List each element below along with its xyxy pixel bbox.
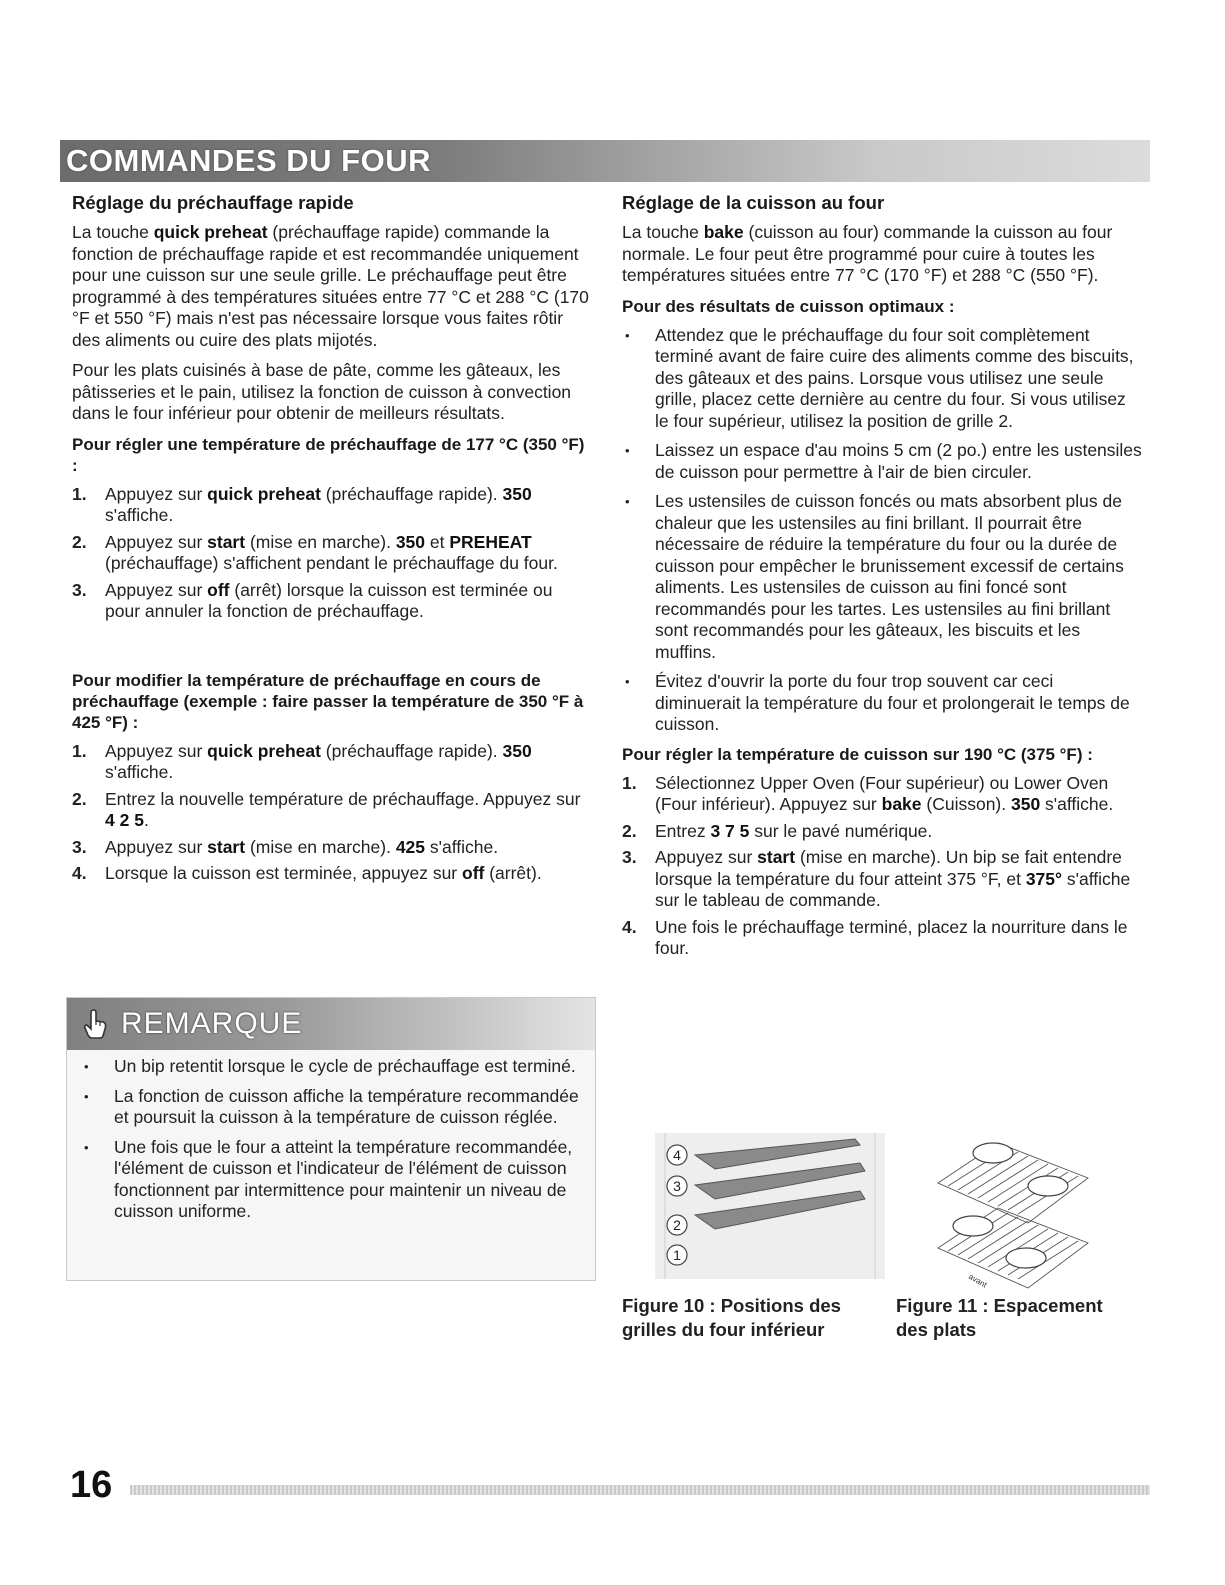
- text-run: La touche: [622, 222, 704, 242]
- figure-11-caption-line1: Figure 11 : Espacement: [896, 1295, 1103, 1316]
- bold-term: 3 7 5: [710, 820, 750, 841]
- optimal-results-subtitle: Pour des résultats de cuisson optimaux :: [622, 296, 955, 316]
- bold-term: 350: [502, 740, 532, 761]
- step-number: 2.: [72, 531, 87, 552]
- step-item: [72, 789, 592, 832]
- text-run: .: [143, 810, 149, 830]
- step-item: [72, 580, 592, 623]
- set-preheat-steps: [72, 484, 592, 623]
- text-run: s'affiche sur le tableau de commande.: [655, 868, 1131, 910]
- step-item: [72, 741, 592, 784]
- bold-term: bake: [881, 794, 922, 814]
- step-item: [622, 773, 1142, 816]
- figure-10-caption-line1: Figure 10 : Positions des: [622, 1295, 841, 1316]
- list-item: • Les ustensiles de cuisson foncés ou mats absorbent plus de chaleur que les ustensiles au fini brillant. Il pourrait être nécessaire de réduire la température du four ou la durée de cuisson pour empêcher le brunissement excessif de certains aliments. Les ustensiles de cuisson au fini foncé sont recommandés pour les tartes. Les ustensiles au fini brillant sont recommandés pour les gâteaux, les biscuits et les muffins.: [622, 491, 1142, 663]
- text-run: Appuyez sur: [105, 579, 208, 600]
- rack-label-1: 1: [673, 1247, 681, 1263]
- text-run: Appuyez sur: [105, 836, 208, 857]
- text-run: et: [425, 531, 450, 552]
- list-item: • Un bip retentit lorsque le cycle de préchauffage est terminé.: [81, 1056, 581, 1078]
- bold-term: start: [207, 836, 246, 857]
- step-item: [72, 484, 592, 527]
- text-run: Appuyez sur: [105, 740, 208, 761]
- figure-10-caption-line2: grilles du four inférieur: [622, 1319, 825, 1340]
- text-run: La touche: [72, 222, 154, 242]
- bake-title: Réglage de la cuisson au four: [622, 192, 885, 213]
- rack-label-3: 3: [673, 1178, 681, 1194]
- bold-term: start: [757, 847, 796, 867]
- rack-label-2: 2: [673, 1217, 681, 1233]
- quick-preheat-pastry-note: Pour les plats cuisinés à base de pâte, comme les gâteaux, les pâtisseries et le pain, utilisez la fonction de cuisson à convection dans le four inférieur pour obtenir de meilleurs résultats.: [72, 360, 572, 423]
- step-item: [72, 863, 592, 885]
- bold-term: PREHEAT: [449, 531, 532, 552]
- bake-intro: [622, 222, 1142, 287]
- figure-11-caption: [896, 1294, 1146, 1342]
- note-title: REMARQUE: [121, 1007, 303, 1040]
- bold-term: 4 2 5: [105, 810, 144, 830]
- text-run: (mise en marche).: [245, 836, 396, 857]
- set-preheat-subtitle: Pour régler une température de préchauffage de 177 °C (350 °F) :: [72, 434, 585, 475]
- figure-10-rack-positions: [655, 1133, 885, 1279]
- figure-11-caption-line2: des plats: [896, 1319, 977, 1340]
- text-run: Entrez la nouvelle température de préchauffage. Appuyez sur: [105, 788, 581, 809]
- bold-term: bake: [703, 222, 744, 242]
- section-header-title: COMMANDES DU FOUR: [66, 143, 431, 178]
- text-run: Appuyez sur: [105, 483, 208, 504]
- step-item: [622, 847, 1142, 912]
- right-column: [622, 192, 1142, 965]
- note-list: [81, 1056, 581, 1231]
- front-label: avant: [967, 1271, 989, 1290]
- bold-term: 350: [395, 531, 426, 552]
- text-run: (Cuisson).: [921, 794, 1011, 814]
- text-run: (préchauffage) s'affichent pendant le préchauffage du four.: [105, 553, 558, 573]
- bold-term: off: [462, 863, 485, 883]
- list-item: • Une fois que le four a atteint la température recommandée, l'élément de cuisson et l'indicateur de l'élément de cuisson fonctionnent par intermittence pour maintenir un niveau de cuisson uniforme.: [81, 1137, 581, 1223]
- text-run: (mise en marche). Un bip se fait entendre lorsque la température du four atteint 375 °F, et: [655, 847, 1122, 889]
- text-run: (mise en marche).: [245, 531, 396, 552]
- list-item: • Évitez d'ouvrir la porte du four trop souvent car ceci diminuerait la température du four et prolongerait le temps de cuisson.: [622, 671, 1142, 736]
- text-run: (préchauffage rapide).: [320, 740, 503, 761]
- text-run: (préchauffage rapide).: [320, 483, 503, 504]
- bold-term: off: [207, 579, 230, 600]
- step-number: 4.: [72, 863, 87, 883]
- bold-term: 350: [1010, 794, 1041, 814]
- set-bake-subtitle: Pour régler la température de cuisson sur 190 °C (375 °F) :: [622, 744, 1093, 764]
- text-run: Appuyez sur: [105, 531, 208, 552]
- step-number: 2.: [622, 820, 637, 841]
- change-preheat-steps: [72, 741, 592, 885]
- list-item: • La fonction de cuisson affiche la température recommandée et poursuit la cuisson à la température de cuisson réglée.: [81, 1086, 581, 1129]
- note-box: [66, 997, 596, 1281]
- text-run: Entrez: [655, 820, 711, 841]
- step-item: [72, 837, 592, 859]
- text-run: Une fois le préchauffage terminé, placez la nourriture dans le four.: [655, 916, 1128, 958]
- bold-term: start: [207, 531, 246, 552]
- step-item: [622, 821, 1142, 843]
- text-run: (cuisson au four) commande la cuisson au four normale. Le four peut être programmé pour cuire à toutes les températures situées entre 77 °C (170 °F) et 288 °C (550 °F).: [622, 222, 1113, 285]
- set-bake-steps: [622, 773, 1142, 960]
- rack-label-4: 4: [673, 1147, 681, 1163]
- change-preheat-subtitle: Pour modifier la température de préchauffage en cours de préchauffage (exemple : faire passer la température de 350 °F à 425 °F) :: [72, 670, 584, 732]
- step-item: [72, 532, 592, 575]
- optimal-results-list: [622, 325, 1142, 736]
- text-run: Sélectionnez Upper Oven (Four supérieur) ou Lower Oven (Four inférieur). Appuyez sur: [655, 772, 1109, 814]
- text-run: s'affiche.: [425, 836, 499, 857]
- step-number: 3.: [622, 847, 637, 867]
- bold-term: 350: [502, 483, 532, 504]
- section-header-band: [60, 140, 1150, 182]
- step-number: 3.: [72, 579, 87, 600]
- list-item: • Laissez un espace d'au moins 5 cm (2 po.) entre les ustensiles de cuisson pour permettre à l'air de bien circuler.: [622, 440, 1142, 483]
- footer-rule: [130, 1485, 1150, 1495]
- quick-preheat-title: Réglage du préchauffage rapide: [72, 192, 354, 213]
- text-run: (arrêt).: [484, 863, 542, 883]
- text-run: s'affiche.: [1040, 794, 1114, 814]
- step-number: 1.: [622, 772, 637, 793]
- text-run: s'affiche.: [105, 762, 174, 782]
- hand-pointer-icon: [83, 1008, 111, 1040]
- text-run: Appuyez sur: [655, 847, 758, 867]
- quick-preheat-intro: [72, 222, 592, 351]
- step-number: 3.: [72, 836, 87, 857]
- bold-term: quick preheat: [207, 740, 321, 761]
- text-run: (préchauffage rapide) commande la fonction de préchauffage rapide et est recommandée uniquement pour une cuisson sur une seule grille. Le préchauffage peut être programmé à des températures situées entre 77 °C et 288 °C (170 °F et 550 °F) mais n'est pas nécessaire lorsque vous faites rôtir des aliments ou cuire des plats mijotés.: [72, 222, 589, 350]
- step-item: [622, 917, 1142, 960]
- page-number: 16: [70, 1464, 113, 1506]
- bold-term: 425: [395, 836, 426, 857]
- list-item: • Attendez que le préchauffage du four soit complètement terminé avant de faire cuire des aliments comme des biscuits, des gâteaux et des pains. Lorsque vous utilisez une seule grille, placez cette dernière au centre du four. Si vous utilisez le four supérieur, utilisez la position de grille 2.: [622, 325, 1142, 433]
- figure-10-caption: [622, 1294, 872, 1342]
- figure-11-pan-spacing: [928, 1128, 1098, 1293]
- text-run: (arrêt) lorsque la cuisson est terminée ou pour annuler la fonction de préchauffage.: [105, 579, 553, 621]
- text-run: s'affiche.: [105, 505, 174, 525]
- text-run: Lorsque la cuisson est terminée, appuyez sur: [105, 863, 462, 883]
- step-number: 1.: [72, 483, 87, 504]
- text-run: sur le pavé numérique.: [749, 820, 933, 841]
- bold-term: quick preheat: [153, 222, 268, 242]
- step-number: 4.: [622, 916, 637, 937]
- bold-term: 375°: [1025, 868, 1063, 889]
- bold-term: quick preheat: [207, 483, 321, 504]
- step-number: 2.: [72, 788, 87, 809]
- step-number: 1.: [72, 740, 87, 761]
- note-header: [67, 998, 595, 1050]
- left-column: [72, 192, 592, 890]
